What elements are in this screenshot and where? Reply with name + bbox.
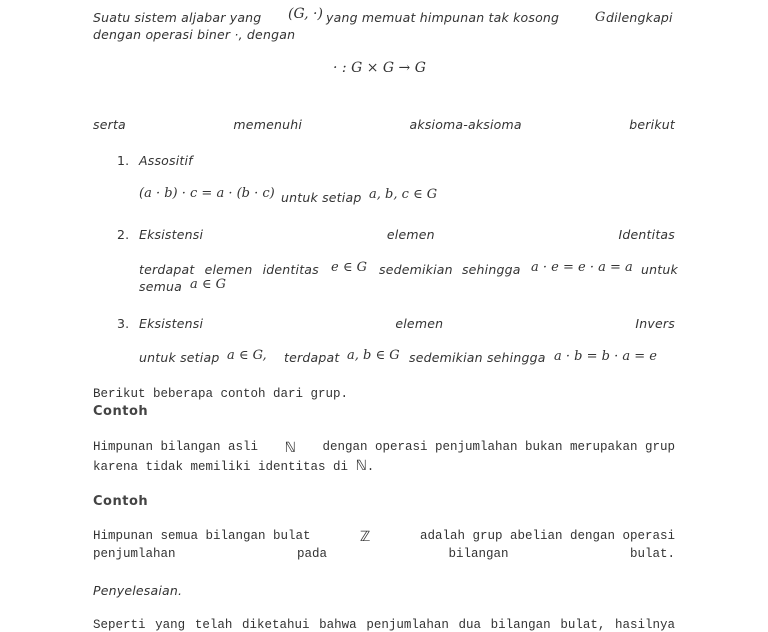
axiom-3-formula-b: a, b ∈ G <box>347 348 400 363</box>
map-formula: · : G × G → G <box>333 60 426 76</box>
axiom-2-title-word: Identitas <box>618 227 675 242</box>
contoh-1-text-a: Himpunan bilangan asli <box>93 440 259 454</box>
axiom-3-title <box>139 316 675 331</box>
axiom-2-formula-d: a ∈ G <box>190 277 227 292</box>
contoh-2-text-a: Himpunan semua bilangan bulat <box>93 529 311 543</box>
contoh-1-text-c: karena tidak memiliki identitas di <box>93 460 349 474</box>
axiom-1-formula: (a · b) · c = a · (b · c) <box>139 186 275 201</box>
contoh-1-heading: Contoh <box>93 404 149 419</box>
contoh-2-word: penjumlahan <box>93 547 176 561</box>
axiom-2-title <box>139 227 675 242</box>
contoh-1-period: . <box>366 460 375 474</box>
axiom-3-formula-c: a · b = b · a = e <box>554 349 657 364</box>
contoh-1-line-1 <box>93 440 675 456</box>
axiom-2-number: 2. <box>117 227 130 242</box>
integers-symbol: ℤ <box>360 529 371 545</box>
axiom-3-number: 3. <box>117 316 130 331</box>
axiom-3-title-word: elemen <box>395 316 444 331</box>
serta-word: berikut <box>629 117 675 132</box>
intro-math-pair: (G, ·) <box>288 6 323 22</box>
contoh-2-word: bilangan <box>448 547 509 561</box>
intro-line-2: dengan operasi biner ·, dengan <box>93 27 296 42</box>
axiom-2-text-d: semua <box>139 279 182 294</box>
contoh-2-line-2 <box>93 547 675 561</box>
naturals-symbol-2: ℕ <box>355 458 367 474</box>
contoh-2-word: bulat. <box>629 547 675 561</box>
contoh-1-text-b: dengan operasi penjumlahan bukan merupakan grup <box>322 440 675 454</box>
axiom-2-title-word: elemen <box>386 227 435 242</box>
axiom-3-text-a: untuk setiap <box>139 350 220 365</box>
examples-intro: Berikut beberapa contoh dari grup. <box>93 387 349 401</box>
axiom-2-text-c: untuk <box>641 262 678 277</box>
serta-word: serta <box>93 117 126 132</box>
solution-line-1: Seperti yang telah diketahui bahwa penjumlahan dua bilangan bulat, hasilnya <box>93 618 675 632</box>
serta-word: memenuhi <box>233 117 302 132</box>
naturals-symbol: ℕ <box>284 440 296 456</box>
axiom-3-formula-a: a ∈ G, <box>227 348 267 363</box>
axiom-3-text-c: sedemikian sehingga <box>409 350 546 365</box>
intro-math-g: G <box>595 10 606 25</box>
penyelesaian-label: Penyelesaian. <box>93 583 183 598</box>
axiom-1-formula-2: a, b, c ∈ G <box>369 187 438 202</box>
axiom-2-formula-b: a · e = e · a = a <box>531 260 633 275</box>
axiom-2-text-b: sedemikian sehingga <box>379 262 521 277</box>
contoh-2-heading: Contoh <box>93 494 149 509</box>
axiom-3-title-word: Eksistensi <box>139 316 204 331</box>
contoh-2-text-b: adalah grup abelian dengan operasi <box>419 529 675 543</box>
contoh-2-word: pada <box>296 547 327 561</box>
serta-line <box>93 117 675 132</box>
axiom-3-text-b: terdapat <box>284 350 340 365</box>
axiom-3-title-word: Invers <box>635 316 675 331</box>
serta-word: aksioma-aksioma <box>409 117 522 132</box>
intro-text-c: dilengkapi <box>606 10 673 25</box>
axiom-2-title-word: Eksistensi <box>139 227 204 242</box>
axiom-2-formula-a: e ∈ G <box>331 260 367 275</box>
intro-text-a: Suatu sistem aljabar yang <box>93 10 262 25</box>
axiom-2-text-a: terdapat elemen identitas <box>139 262 319 277</box>
contoh-1-line-2 <box>93 458 374 474</box>
axiom-1-text: untuk setiap <box>281 190 362 205</box>
axiom-1-title: Assositif <box>139 153 193 168</box>
contoh-2-line-1 <box>93 529 675 545</box>
axiom-1-number: 1. <box>117 153 130 168</box>
intro-text-b: yang memuat himpunan tak kosong <box>326 10 560 25</box>
